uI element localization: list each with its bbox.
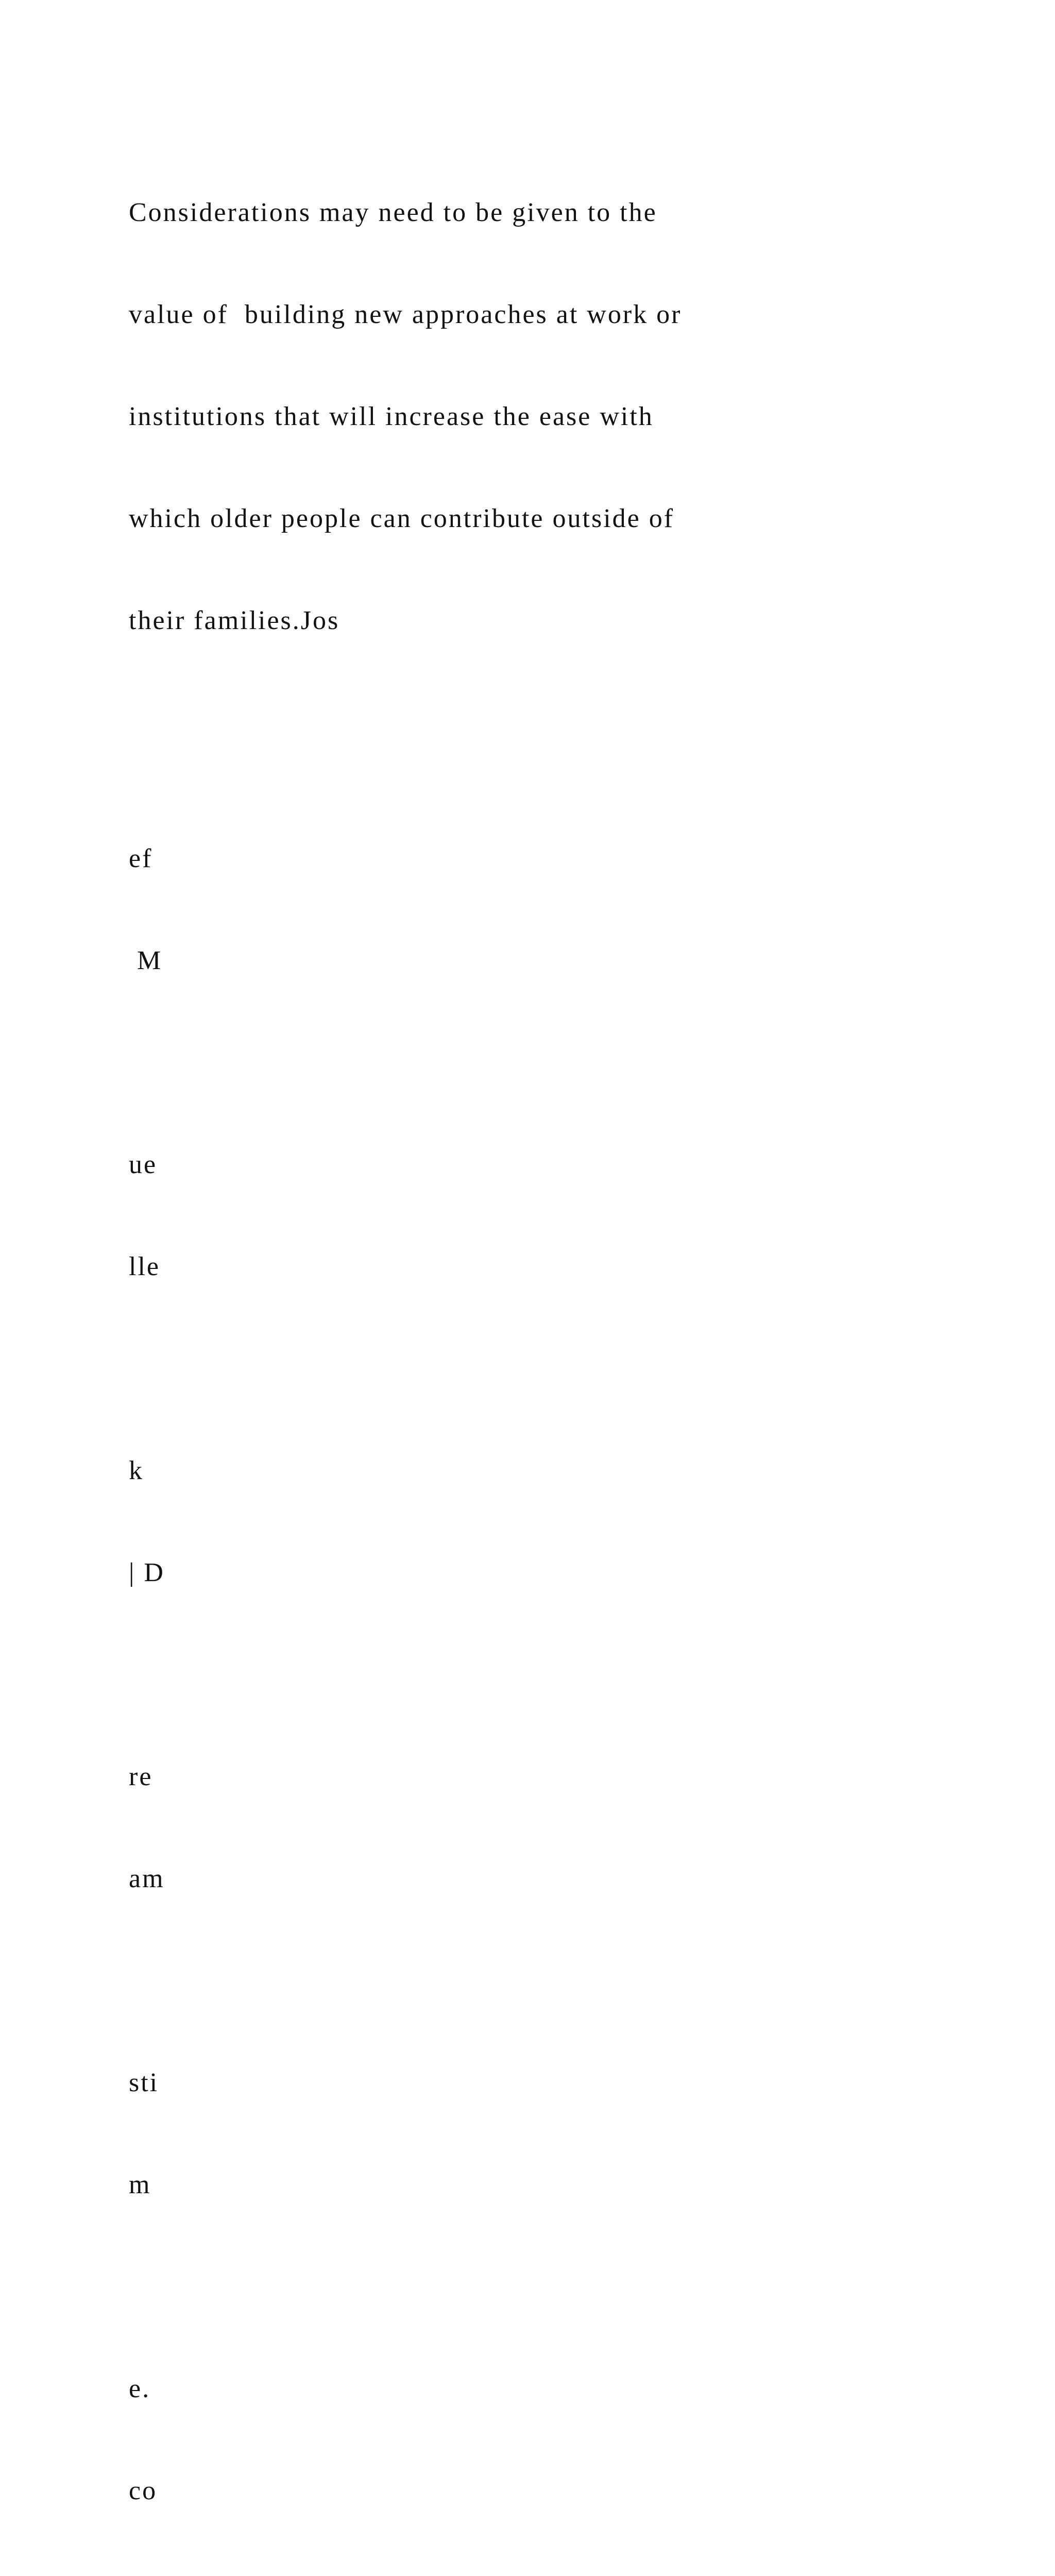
blank-line (129, 1658, 953, 1692)
paragraph-line: Considerations may need to be given to the (129, 198, 657, 227)
paragraph-line: their families.Jos (129, 606, 340, 635)
blank-line (129, 1352, 953, 1386)
blank-line (129, 1964, 953, 1998)
watermark-fragment: co (129, 2476, 158, 2505)
watermark-fragment: lle (129, 1252, 160, 1281)
watermark-fragment: | D (129, 1558, 165, 1587)
paragraph-line: value of building new approaches at work or (129, 300, 682, 329)
blank-line (129, 706, 953, 740)
page-text (129, 128, 953, 2576)
blank-line (129, 1046, 953, 1080)
watermark-fragment: re (129, 1762, 153, 1791)
watermark-fragment: ue (129, 1150, 158, 1179)
watermark-fragment: M (129, 946, 163, 975)
watermark-fragment: am (129, 1864, 165, 1893)
watermark-fragment: m (129, 2170, 151, 2199)
watermark-fragment: k (129, 1456, 144, 1485)
blank-line (129, 2270, 953, 2304)
watermark-fragment: ef (129, 844, 153, 873)
watermark-fragment: sti (129, 2068, 159, 2097)
paragraph-line: institutions that will increase the ease with (129, 402, 654, 431)
watermark-fragment: e. (129, 2374, 151, 2403)
paragraph-line: which older people can contribute outside of (129, 504, 675, 533)
